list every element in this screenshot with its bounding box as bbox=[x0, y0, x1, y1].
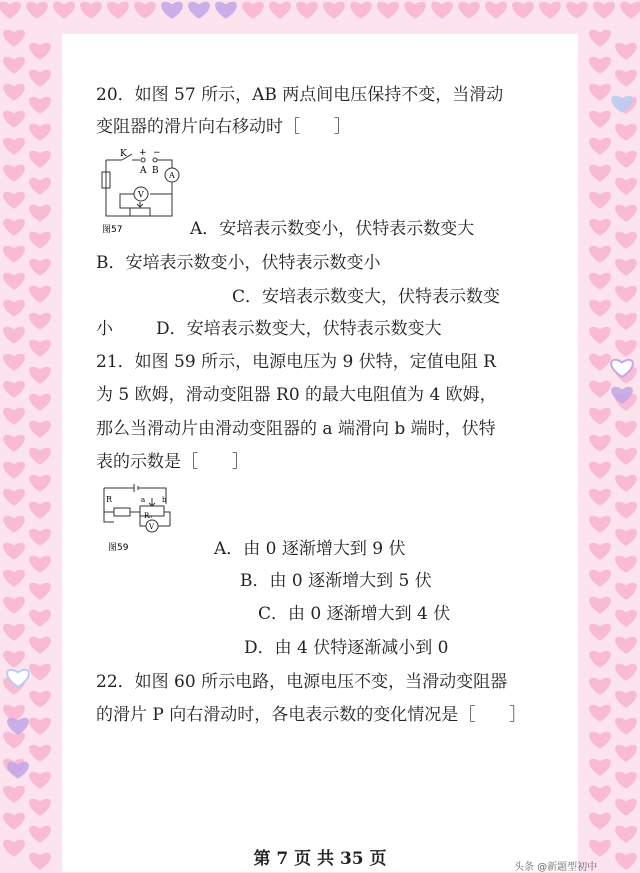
q20-stem-line-2: 变阻器的滑片向右移动时［ ］ bbox=[96, 117, 351, 137]
q21-option-d: D．由 4 伏特逐渐减小到 0 bbox=[244, 638, 449, 658]
heart-icon bbox=[29, 610, 51, 627]
heart-icon bbox=[3, 84, 25, 101]
heart-icon bbox=[29, 124, 51, 141]
q21-stem-line-3: 那么当滑动片由滑动变阻器的 a 端滑向 b 端时，伏特 bbox=[96, 419, 496, 439]
heart-icon bbox=[615, 232, 637, 249]
heart-icon bbox=[296, 2, 318, 19]
heart-icon bbox=[589, 678, 611, 695]
resistor-r-label: R bbox=[106, 495, 113, 504]
point-a-label: A bbox=[140, 166, 147, 176]
q21-option-b: B．由 0 逐渐增大到 5 伏 bbox=[240, 571, 432, 591]
heart-icon bbox=[29, 205, 51, 222]
heart-icon bbox=[615, 610, 637, 627]
heart-icon bbox=[589, 732, 611, 749]
heart-icon bbox=[615, 70, 637, 87]
heart-icon bbox=[29, 151, 51, 168]
heart-icon bbox=[458, 2, 480, 19]
heart-icon bbox=[7, 718, 29, 735]
heart-icon bbox=[29, 394, 51, 411]
heart-icon bbox=[589, 408, 611, 425]
heart-icon bbox=[615, 637, 637, 654]
q20-option-b: B．安培表示数变小，伏特表示数变小 bbox=[96, 253, 381, 273]
watermark: 头条 @新题型初中 bbox=[514, 862, 598, 873]
heart-icon bbox=[589, 786, 611, 803]
q22-stem-line-1: 22．如图 60 所示电路，电源电压不变，当滑动变阻器 bbox=[96, 672, 508, 692]
heart-icon bbox=[589, 246, 611, 263]
heart-icon bbox=[589, 219, 611, 236]
figure-57-label: 图57 bbox=[102, 225, 123, 235]
heart-icon bbox=[512, 2, 534, 19]
plus-label: + bbox=[139, 148, 147, 158]
heart-icon bbox=[3, 111, 25, 128]
heart-icon bbox=[615, 772, 637, 789]
heart-icon bbox=[29, 97, 51, 114]
heart-icon bbox=[615, 529, 637, 546]
heart-icon bbox=[29, 529, 51, 546]
heart-icon bbox=[589, 813, 611, 830]
heart-icon bbox=[589, 84, 611, 101]
heart-icon bbox=[3, 300, 25, 317]
q21-stem-line-4: 表的示数是［ ］ bbox=[96, 452, 249, 472]
heart-icon bbox=[3, 327, 25, 344]
heart-icon bbox=[593, 2, 615, 19]
heart-icon bbox=[615, 178, 637, 195]
ammeter-symbol: A bbox=[169, 171, 175, 180]
figure-59-label: 图59 bbox=[108, 543, 129, 553]
heart-icon bbox=[3, 408, 25, 425]
heart-icon bbox=[615, 448, 637, 465]
heart-icon bbox=[615, 745, 637, 762]
heart-icon bbox=[29, 637, 51, 654]
k-label: K bbox=[120, 149, 127, 159]
heart-icon bbox=[3, 597, 25, 614]
heart-icon bbox=[3, 30, 25, 47]
heart-icon bbox=[3, 246, 25, 263]
q20-stem-line-1: 20．如图 57 所示，AB 两点间电压保持不变，当滑动 bbox=[96, 85, 504, 105]
heart-icon bbox=[3, 732, 25, 749]
heart-icon bbox=[404, 2, 426, 19]
page-number: 第 7 页 共 35 页 bbox=[253, 849, 387, 869]
heart-icon bbox=[377, 2, 399, 19]
heart-icon bbox=[29, 826, 51, 843]
heart-icon bbox=[29, 475, 51, 492]
heart-icon bbox=[615, 718, 637, 735]
heart-icon bbox=[589, 138, 611, 155]
heart-icon bbox=[3, 219, 25, 236]
end-b-label: b bbox=[162, 496, 167, 504]
heart-icon bbox=[615, 475, 637, 492]
heart-icon bbox=[3, 57, 25, 74]
heart-icon bbox=[29, 664, 51, 681]
heart-icon bbox=[29, 259, 51, 276]
heart-icon bbox=[29, 448, 51, 465]
heart-icon bbox=[615, 340, 637, 357]
heart-icon bbox=[615, 583, 637, 600]
heart-icon bbox=[615, 259, 637, 276]
heart-icon bbox=[80, 2, 102, 19]
heart-icon bbox=[615, 421, 637, 438]
heart-icon bbox=[615, 691, 637, 708]
heart-icon bbox=[566, 2, 588, 19]
heart-icon bbox=[589, 759, 611, 776]
q20-option-c-continued: 小 bbox=[96, 319, 113, 339]
heart-icon bbox=[589, 516, 611, 533]
heart-icon bbox=[3, 489, 25, 506]
heart-icon bbox=[589, 354, 611, 371]
heart-icon bbox=[3, 786, 25, 803]
heart-icon bbox=[3, 516, 25, 533]
heart-icon bbox=[589, 273, 611, 290]
rheostat-r0-label: R₀ bbox=[144, 512, 153, 520]
heart-icon bbox=[589, 381, 611, 398]
heart-icon bbox=[26, 2, 48, 19]
heart-icon bbox=[269, 2, 291, 19]
heart-icon bbox=[29, 745, 51, 762]
q20-option-d: D．安培表示数变大，伏特表示数变大 bbox=[156, 319, 442, 339]
heart-icon bbox=[615, 124, 637, 141]
circuit-figure-57 bbox=[100, 146, 190, 236]
heart-icon bbox=[589, 327, 611, 344]
heart-icon bbox=[29, 367, 51, 384]
heart-icon bbox=[3, 354, 25, 371]
heart-icon bbox=[3, 192, 25, 209]
heart-icon bbox=[3, 381, 25, 398]
heart-icon bbox=[615, 313, 637, 330]
heart-icon bbox=[29, 286, 51, 303]
heart-icon bbox=[615, 43, 637, 60]
heart-icon bbox=[620, 2, 640, 19]
heart-icon bbox=[3, 435, 25, 452]
heart-icon bbox=[589, 570, 611, 587]
heart-icon bbox=[350, 2, 372, 19]
q20-option-a: A．安培表示数变小，伏特表示数变大 bbox=[190, 219, 475, 239]
heart-icon bbox=[29, 313, 51, 330]
heart-icon bbox=[29, 340, 51, 357]
heart-icon bbox=[589, 705, 611, 722]
heart-icon bbox=[589, 462, 611, 479]
heart-icon bbox=[615, 151, 637, 168]
heart-icon bbox=[589, 192, 611, 209]
heart-icon bbox=[53, 2, 75, 19]
heart-icon bbox=[29, 421, 51, 438]
heart-icon bbox=[589, 435, 611, 452]
heart-icon bbox=[215, 2, 237, 19]
heart-icon bbox=[431, 2, 453, 19]
heart-icon bbox=[3, 165, 25, 182]
q21-stem-line-2: 为 5 欧姆，滑动变阻器 R0 的最大电阻值为 4 欧姆， bbox=[96, 385, 497, 405]
heart-icon bbox=[29, 70, 51, 87]
heart-icon bbox=[615, 556, 637, 573]
q21-option-a: A．由 0 逐渐增大到 9 伏 bbox=[214, 539, 406, 559]
heart-icon bbox=[29, 502, 51, 519]
q22-stem-line-2: 的滑片 P 向右滑动时，各电表示数的变化情况是［ ］ bbox=[96, 705, 527, 725]
q20-option-c: C．安培表示数变大，伏特表示数变 bbox=[232, 287, 501, 307]
heart-icon bbox=[29, 232, 51, 249]
heart-icon bbox=[589, 30, 611, 47]
heart-icon bbox=[589, 651, 611, 668]
voltmeter-symbol: V bbox=[149, 523, 155, 531]
heart-icon bbox=[29, 178, 51, 195]
heart-icon bbox=[589, 165, 611, 182]
heart-icon bbox=[589, 300, 611, 317]
heart-icon bbox=[134, 2, 156, 19]
point-b-label: B bbox=[152, 166, 159, 176]
heart-icon bbox=[0, 2, 21, 19]
heart-icon bbox=[3, 624, 25, 641]
heart-icon bbox=[107, 2, 129, 19]
heart-icon bbox=[29, 691, 51, 708]
minus-label: − bbox=[153, 148, 161, 158]
heart-icon bbox=[3, 543, 25, 560]
end-a-label: a bbox=[141, 496, 146, 504]
heart-icon bbox=[29, 772, 51, 789]
q21-option-c: C．由 0 逐渐增大到 4 伏 bbox=[258, 604, 451, 624]
heart-icon bbox=[615, 502, 637, 519]
heart-icon bbox=[589, 624, 611, 641]
heart-icon bbox=[3, 273, 25, 290]
heart-icon bbox=[485, 2, 507, 19]
heart-icon bbox=[615, 826, 637, 843]
heart-icon bbox=[188, 2, 210, 19]
voltmeter-symbol: V bbox=[138, 190, 144, 199]
heart-icon bbox=[242, 2, 264, 19]
heart-icon bbox=[615, 286, 637, 303]
heart-icon bbox=[29, 799, 51, 816]
heart-icon bbox=[323, 2, 345, 19]
heart-icon bbox=[615, 799, 637, 816]
heart-icon bbox=[29, 718, 51, 735]
heart-icon bbox=[589, 597, 611, 614]
heart-icon bbox=[161, 2, 183, 19]
heart-icon bbox=[615, 205, 637, 222]
heart-icon bbox=[3, 570, 25, 587]
circuit-figure-59 bbox=[100, 482, 190, 558]
q21-stem-line-1: 21．如图 59 所示，电源电压为 9 伏特，定值电阻 R bbox=[96, 352, 496, 372]
heart-icon bbox=[29, 583, 51, 600]
heart-icon bbox=[589, 543, 611, 560]
heart-icon bbox=[29, 43, 51, 60]
heart-icon bbox=[589, 111, 611, 128]
heart-icon bbox=[615, 664, 637, 681]
heart-icon bbox=[589, 57, 611, 74]
heart-icon bbox=[3, 462, 25, 479]
heart-icon bbox=[3, 651, 25, 668]
heart-icon bbox=[3, 813, 25, 830]
heart-icon bbox=[3, 138, 25, 155]
heart-icon bbox=[539, 2, 561, 19]
heart-icon bbox=[589, 489, 611, 506]
heart-icon bbox=[29, 556, 51, 573]
